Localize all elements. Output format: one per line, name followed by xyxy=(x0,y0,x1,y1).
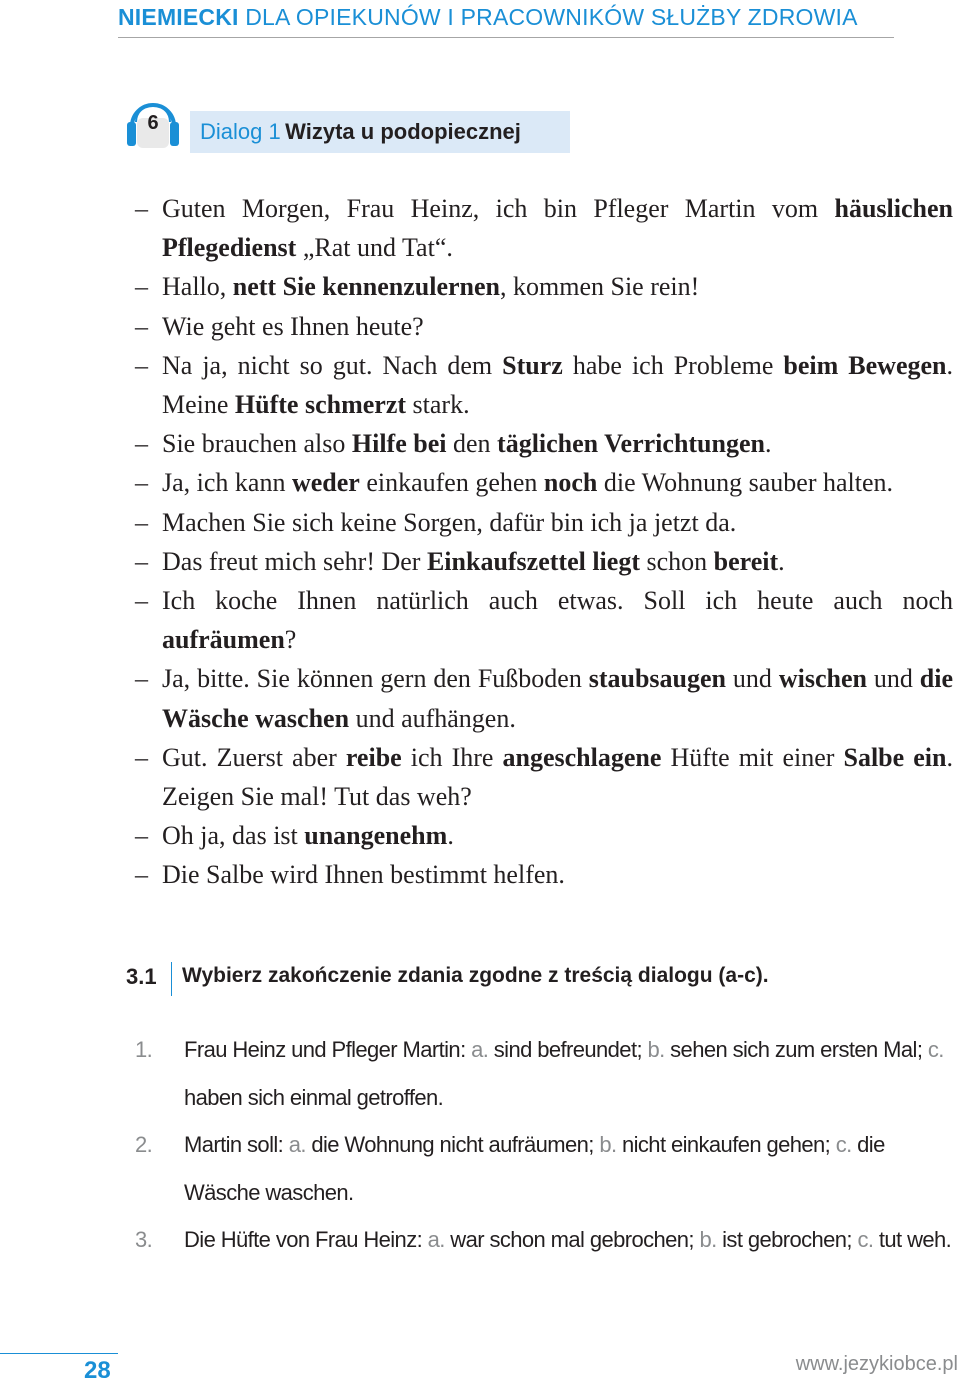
dialog-segment: Sie brauchen also xyxy=(162,429,352,459)
dialog-line xyxy=(135,267,953,306)
item-stem: Frau Heinz und Pfleger Martin: xyxy=(184,1037,466,1062)
dialog-segment: Guten Morgen, Frau Heinz, ich bin Pfleger Martin vom xyxy=(162,194,835,223)
vocab-highlight: Sturz xyxy=(502,350,563,380)
vocab-highlight: weder xyxy=(291,468,360,498)
dialog-dash: – xyxy=(135,586,148,616)
option-text: nicht einkaufen gehen; xyxy=(621,1132,831,1157)
dialog-dash: – xyxy=(135,742,148,772)
dialog-segment: . Zeigen Sie mal! Tut das weh? xyxy=(162,742,953,812)
dialog-segment: Die Salbe wird Ihnen bestimmt helfen. xyxy=(162,860,565,890)
dialog-line xyxy=(135,346,953,424)
audio-track-number: 6 xyxy=(147,112,159,134)
option-text: die Wäsche waschen. xyxy=(184,1132,885,1205)
dialog-dash: – xyxy=(135,194,148,223)
vocab-highlight: wischen xyxy=(778,664,867,694)
dialog-segment: den xyxy=(446,429,498,459)
website-url: www.jezykiobce.pl xyxy=(795,1353,958,1375)
dialog-segment: Oh ja, das ist xyxy=(162,821,305,851)
vocab-highlight: staubsaugen xyxy=(588,664,727,694)
audio-track-badge[interactable] xyxy=(126,92,180,154)
header-text xyxy=(118,2,898,32)
dialog-segment: Ja, ich kann xyxy=(162,468,292,498)
dialog-segment: Hüfte mit einer xyxy=(661,742,844,772)
exercise-instruction: Wybierz zakończenie zdania zgodne z treścią dialogu (a-c). xyxy=(182,964,769,987)
option-letter: a. xyxy=(427,1227,445,1252)
option-letter: a. xyxy=(288,1132,306,1157)
footer-divider xyxy=(0,1353,118,1354)
dialog-segment: Na ja, nicht so gut. Nach dem xyxy=(162,350,503,380)
running-header xyxy=(118,2,898,38)
vocab-highlight: Salbe ein xyxy=(843,742,947,772)
option-text: sind befreundet; xyxy=(493,1037,642,1062)
dialog-segment: Hallo, xyxy=(162,272,233,302)
item-number: 1. xyxy=(135,1037,153,1062)
option-text: haben sich einmal getroffen. xyxy=(184,1084,444,1110)
dialog-dash: – xyxy=(135,821,148,851)
dialog-segment: schon xyxy=(639,546,714,576)
option-letter: c. xyxy=(857,1227,874,1252)
header-series: NIEMIECKI xyxy=(118,4,239,30)
dialog-segment: , kommen Sie rein! xyxy=(500,272,700,302)
dialog-dash: – xyxy=(135,350,148,380)
vocab-highlight: Einkaufszettel liegt xyxy=(426,546,640,576)
vocab-highlight: Hilfe bei xyxy=(351,429,447,459)
dialog-segment: Wie geht es Ihnen heute? xyxy=(162,311,424,341)
option-text: sehen sich zum ersten Mal; xyxy=(670,1037,923,1062)
dialog-dash: – xyxy=(135,311,148,341)
dialog-line xyxy=(135,542,953,581)
dialog-segment: Ja, bitte. Sie können gern den Fußboden xyxy=(162,664,589,694)
dialog-segment: ? xyxy=(284,625,297,655)
header-divider xyxy=(118,37,894,38)
dialog-line xyxy=(135,463,953,502)
vocab-highlight: Hüfte schmerzt xyxy=(234,390,407,420)
option-letter: b. xyxy=(699,1227,717,1252)
dialog-segment: und aufhängen. xyxy=(349,703,516,733)
dialog-segment: ich Ihre xyxy=(401,742,503,772)
dialog-text xyxy=(135,189,953,895)
dialog-dash: – xyxy=(135,664,148,694)
exercise-item xyxy=(135,1216,955,1264)
dialog-name: Wizyta u podopiecznej xyxy=(285,119,521,144)
dialog-segment: . xyxy=(447,821,454,851)
exercise-divider xyxy=(171,962,172,996)
vocab-highlight: die Wäsche waschen xyxy=(162,664,954,733)
dialog-dash: – xyxy=(135,429,148,459)
option-text: war schon mal gebrochen; xyxy=(450,1227,694,1252)
dialog-segment: . Meine xyxy=(162,350,953,420)
dialog-line xyxy=(135,855,953,894)
dialog-segment: Ich koche Ihnen natürlich auch etwas. Soll ich heute auch noch xyxy=(162,586,953,616)
dialog-line xyxy=(135,424,953,463)
vocab-highlight: angeschlagene xyxy=(502,742,662,772)
vocab-highlight: noch xyxy=(543,468,598,498)
dialog-title-bar xyxy=(190,111,570,153)
dialog-segment: . xyxy=(764,429,772,459)
header-subtitle: DLA OPIEKUNÓW I PRACOWNIKÓW SŁUŻBY ZDROWIA xyxy=(245,4,858,30)
item-number: 2. xyxy=(135,1132,153,1157)
item-stem: Die Hüfte von Frau Heinz: xyxy=(184,1227,423,1252)
dialog-segment: Das freut mich sehr! Der xyxy=(162,546,427,576)
vocab-highlight: aufräumen xyxy=(162,625,285,655)
dialog-dash: – xyxy=(135,468,148,498)
dialog-segment: „Rat und Tat“. xyxy=(296,233,453,263)
vocab-highlight: beim Bewegen xyxy=(783,350,947,380)
dialog-segment: habe ich Probleme xyxy=(562,350,784,380)
vocab-highlight: bereit xyxy=(713,546,779,576)
dialog-line xyxy=(135,189,953,267)
dialog-line xyxy=(135,659,953,737)
dialog-segment: und xyxy=(866,664,920,694)
dialog-number: Dialog 1 xyxy=(200,119,281,144)
option-text: ist gebrochen; xyxy=(722,1227,852,1252)
dialog-segment: Machen Sie sich keine Sorgen, dafür bin ich ja jetzt da. xyxy=(162,507,737,537)
exercise-item xyxy=(135,1121,955,1216)
dialog-segment: einkaufen gehen xyxy=(359,468,544,498)
page-number: 28 xyxy=(84,1357,111,1384)
option-letter: b. xyxy=(599,1132,617,1157)
dialog-dash: – xyxy=(135,860,148,890)
dialog-line xyxy=(135,503,953,542)
exercise-number: 3.1 xyxy=(126,964,157,989)
vocab-highlight: nett Sie kennenzulernen xyxy=(232,272,500,302)
option-letter: c. xyxy=(835,1132,852,1157)
dialog-dash: – xyxy=(135,272,148,302)
option-letter: a. xyxy=(471,1037,489,1062)
dialog-segment: und xyxy=(726,664,779,694)
exercise-items xyxy=(135,1026,955,1264)
dialog-line xyxy=(135,816,953,855)
dialog-line xyxy=(135,738,953,816)
item-number: 3. xyxy=(135,1227,153,1252)
vocab-highlight: häuslichen Pflegedienst xyxy=(162,194,953,263)
option-letter: c. xyxy=(927,1037,944,1062)
dialog-segment: Gut. Zuerst aber xyxy=(162,742,346,772)
item-stem: Martin soll: xyxy=(184,1132,284,1157)
vocab-highlight: unangenehm xyxy=(304,821,448,851)
dialog-line xyxy=(135,581,953,659)
dialog-dash: – xyxy=(135,546,148,576)
dialog-dash: – xyxy=(135,507,148,537)
option-letter: b. xyxy=(647,1037,665,1062)
option-text: die Wohnung nicht aufräumen; xyxy=(311,1132,594,1157)
vocab-highlight: täglichen Verrichtungen xyxy=(497,429,765,459)
dialog-segment: . xyxy=(778,546,785,576)
dialog-segment: die Wohnung sauber halten. xyxy=(597,468,894,498)
option-text: tut weh. xyxy=(878,1227,952,1252)
exercise-item xyxy=(135,1026,955,1121)
dialog-segment: stark. xyxy=(406,390,470,420)
dialog-line xyxy=(135,307,953,346)
vocab-highlight: reibe xyxy=(345,742,402,772)
